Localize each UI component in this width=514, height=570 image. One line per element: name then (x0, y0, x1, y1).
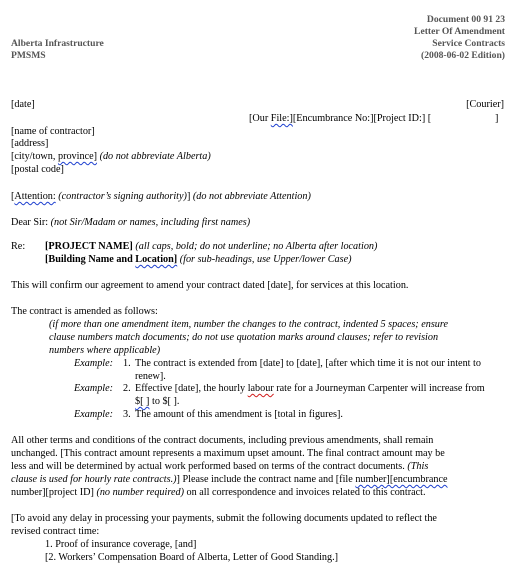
confirmation-sentence: This will confirm our agreement to amend your contract dated [date], for services at this location. (11, 280, 409, 291)
salutation: Dear Sir: (not Sir/Madam or names, including first names) (11, 217, 251, 228)
example-text: The contract is extended from [date] to [date], [after which time it is not our intent to (135, 358, 481, 369)
example-text: $[ ] to $[ ]. (135, 396, 180, 407)
organization-name: Alberta Infrastructure (11, 38, 104, 49)
terms-line: unchanged. [This contract amount represents a maximum upset amount. The final contract amount may be (11, 448, 445, 459)
example-number: 1. (123, 358, 131, 369)
letter-date: [date] (11, 99, 35, 110)
file-reference: [Our File:][Encumbrance No:][Project ID:] [ (249, 113, 432, 124)
terms-line: number][project ID] (no number required) on all correspondence and invoices related to this contract. (11, 487, 426, 498)
terms-line: clause is used for hourly rate contracts.)] Please include the contract name and [file number][encumbrance (11, 474, 448, 485)
instruction-line: (if more than one amendment item, number the changes to the contract, indented 5 spaces; ensure (49, 319, 449, 330)
file-reference-close: ] (495, 113, 499, 124)
document-section: Service Contracts (432, 38, 505, 49)
attention-line: [Attention: (contractor’s signing authority)] (do not abbreviate Attention) (11, 191, 311, 202)
example-number: 2. (123, 383, 131, 394)
contractor-address: [address] (11, 138, 49, 149)
document-title: Letter Of Amendment (414, 26, 505, 37)
terms-line: All other terms and conditions of the contract documents, including previous amendments, shall remain (11, 435, 434, 446)
courier-line: [Courier] (466, 99, 504, 110)
example-text: Effective [date], the hourly labour rate for a Journeyman Carpenter will increase from (135, 383, 485, 394)
example-text: renew]. (135, 371, 166, 382)
system-name: PMSMS (11, 50, 46, 61)
example-text: The amount of this amendment is [total in figures]. (135, 409, 343, 420)
instruction-line: clause numbers match documents; do not use quotation marks around clauses; refer to revision (49, 332, 439, 343)
terms-line: less and will be determined by actual work performed based on terms of the contract documents. (This (11, 461, 429, 472)
example-label: Example: (74, 409, 114, 420)
example-label: Example: (74, 383, 114, 394)
re-building-name: [Building Name and Location] (for sub-headings, use Upper/lower Case) (45, 254, 352, 265)
document-number: Document 00 91 23 (426, 14, 505, 25)
document-list-item: 1. Proof of insurance coverage, [and] (45, 539, 197, 550)
postal-code: [postal code] (11, 164, 64, 175)
re-project-name: [PROJECT NAME] (all caps, bold; do not underline; no Alberta after location) (45, 241, 378, 252)
re-label: Re: (11, 241, 26, 252)
contractor-name: [name of contractor] (11, 126, 95, 137)
delay-line: revised contract time: (11, 526, 100, 537)
example-label: Example: (74, 358, 114, 369)
amendment-intro: The contract is amended as follows: (11, 306, 158, 317)
delay-line: [To avoid any delay in processing your payments, submit the following documents updated to reflect the (11, 513, 437, 524)
document-edition: (2008-06-02 Edition) (421, 50, 505, 61)
instruction-line: numbers where applicable) (49, 345, 161, 356)
document-list-item: [2. Workers’ Compensation Board of Alberta, Letter of Good Standing.] (45, 552, 339, 563)
city-province-line: [city/town, province] (do not abbreviate Alberta) (11, 151, 211, 162)
example-number: 3. (123, 409, 131, 420)
